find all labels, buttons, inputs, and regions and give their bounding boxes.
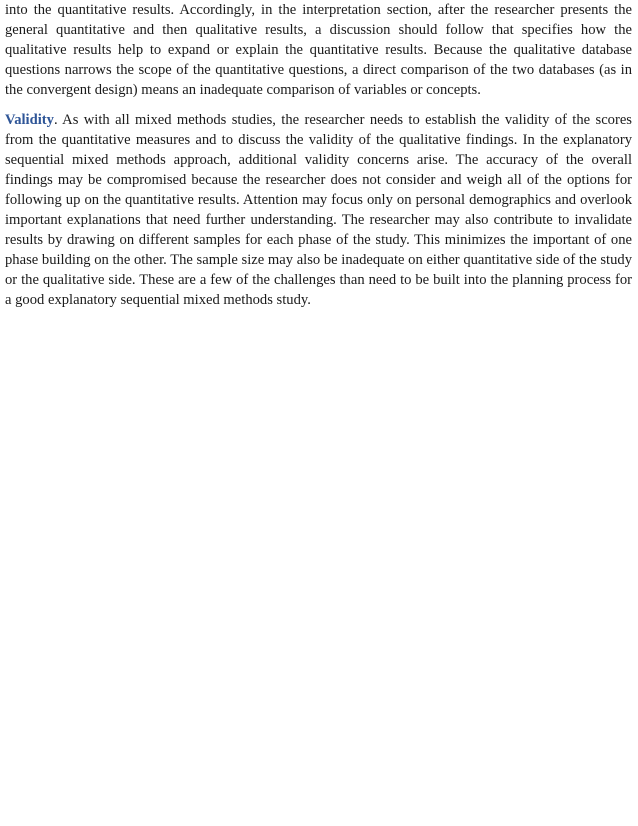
paragraph-validity: [5, 110, 632, 310]
section-heading-validity: Validity: [5, 112, 54, 128]
paragraph-text: into the quantitative results. Accordingly, in the interpretation section, after the researcher presents the general quantitative and then qualitative results, a discussion should follow that specifies how the qualitative results help to expand or explain the quantitative results. Because the qualitative database questions narrows the scope of the quantitative questions, a direct comparison of the two databases (as in the convergent design) means an inadequate comparison of variables or concepts.: [5, 2, 632, 98]
paragraph-text: . As with all mixed methods studies, the researcher needs to establish the validity of the scores from the quantitative measures and to discuss the validity of the qualitative findings. In the explanatory sequential mixed methods approach, additional validity concerns arise. The accuracy of the overall findings may be compromised because the researcher does not consider and weigh all of the options for following up on the quantitative results. Attention may focus only on personal demographics and overlook important explanations that need further understanding. The researcher may also contribute to invalidate results by drawing on different samples for each phase of the study. This minimizes the important of one phase building on the other. The sample size may also be inadequate on either quantitative side of the study or the qualitative side. These are a few of the challenges than need to be built into the planning process for a good explanatory sequential mixed methods study.: [5, 112, 632, 308]
document-page: [5, 0, 632, 310]
paragraph-continuation: [5, 0, 632, 100]
